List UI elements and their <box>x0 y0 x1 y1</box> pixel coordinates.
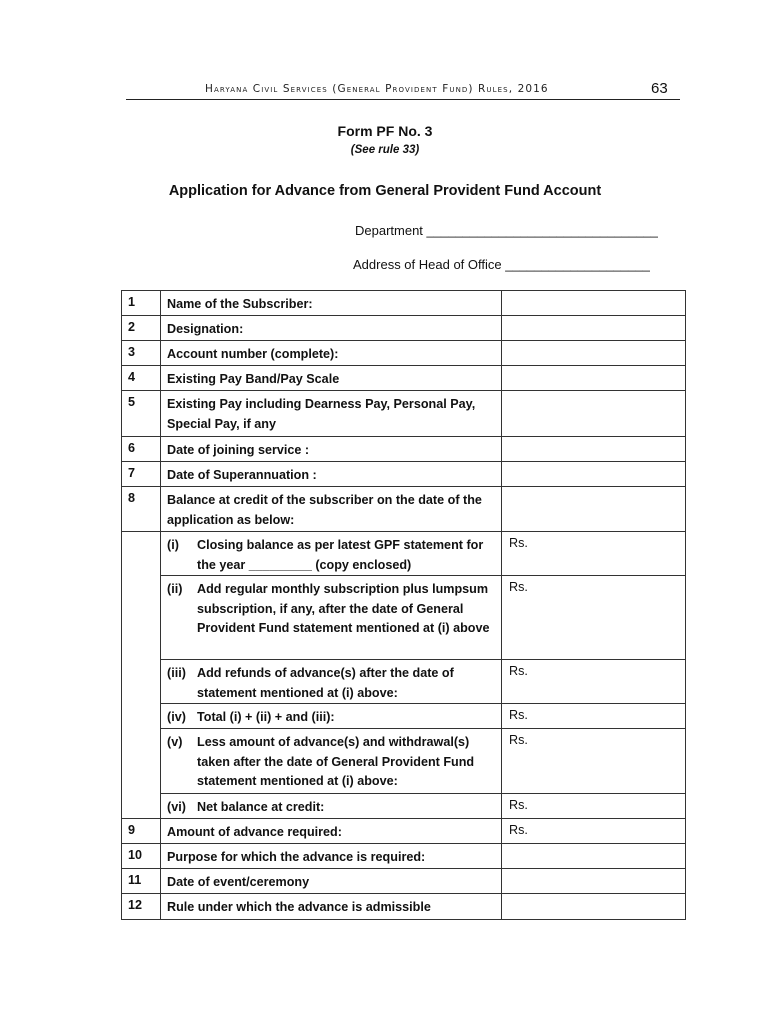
sub-row-numeral: (ii) <box>167 582 183 596</box>
sub-row <box>122 794 686 819</box>
table-row <box>122 894 686 920</box>
row-number: 9 <box>122 819 161 844</box>
advances-withdrawals-input[interactable]: Rs. <box>502 729 686 794</box>
table-row <box>122 391 686 437</box>
row-label: Name of the Subscriber: <box>161 291 502 316</box>
rule-input[interactable] <box>502 894 686 920</box>
table-row <box>122 366 686 391</box>
sub-row <box>122 729 686 794</box>
row-label: Rule under which the advance is admissible <box>161 894 502 920</box>
row-number: 11 <box>122 869 161 894</box>
sub-row <box>122 532 686 576</box>
row-number: 8 <box>122 487 161 532</box>
table-row <box>122 291 686 316</box>
row-number: 6 <box>122 437 161 462</box>
joining-date-input[interactable] <box>502 437 686 462</box>
sub-row-label: Less amount of advance(s) and withdrawal(s) taken after the date of General Provident Fund statement mentioned at (i) above: <box>197 735 475 788</box>
sub-row-numeral: (iv) <box>167 710 186 724</box>
table-row <box>122 819 686 844</box>
row-label: Date of joining service : <box>161 437 502 462</box>
table-row <box>122 462 686 487</box>
account-number-input[interactable] <box>502 341 686 366</box>
row-number: 4 <box>122 366 161 391</box>
pay-band-input[interactable] <box>502 366 686 391</box>
sub-row-label: Add regular monthly subscription plus lumpsum subscription, if any, after the date of General Provident Fund statement mentioned at (i) above <box>197 582 490 635</box>
designation-input[interactable] <box>502 316 686 341</box>
see-rule: (See rule 33) <box>350 144 420 156</box>
form-number: Form PF No. 3 <box>337 123 433 139</box>
row-label: Amount of advance required: <box>161 819 502 844</box>
sub-row-numeral: (v) <box>167 735 183 749</box>
monthly-subscription-input[interactable]: Rs. <box>502 576 686 660</box>
sub-row-numeral: (iii) <box>167 666 186 680</box>
sub-row-label: Net balance at credit: <box>197 800 325 814</box>
table-row <box>122 487 686 532</box>
net-balance-input[interactable]: Rs. <box>502 794 686 819</box>
row-label: Account number (complete): <box>161 341 502 366</box>
running-head: Haryana Civil Services (General Provident Fund) Rules, 2016 <box>205 83 549 95</box>
row-label: Date of Superannuation : <box>161 462 502 487</box>
superannuation-date-input[interactable] <box>502 462 686 487</box>
table-row <box>122 341 686 366</box>
row-label: Balance at credit of the subscriber on the date of the application as below: <box>161 487 502 532</box>
total-input[interactable]: Rs. <box>502 704 686 729</box>
row-number: 12 <box>122 894 161 920</box>
table-row <box>122 869 686 894</box>
row-number: 7 <box>122 462 161 487</box>
row-number: 2 <box>122 316 161 341</box>
advance-amount-input[interactable]: Rs. <box>502 819 686 844</box>
form-title: Application for Advance from General Provident Fund Account <box>168 183 602 199</box>
subscriber-name-input[interactable] <box>502 291 686 316</box>
table-row <box>122 316 686 341</box>
sub-row-label: Add refunds of advance(s) after the date of statement mentioned at (i) above: <box>197 666 454 700</box>
sub-row <box>122 704 686 729</box>
sub-row-label: Total (i) + (ii) + and (iii): <box>197 710 335 724</box>
row-label: Existing Pay including Dearness Pay, Personal Pay, Special Pay, if any <box>161 391 502 437</box>
sub-row <box>122 660 686 704</box>
row-label: Designation: <box>161 316 502 341</box>
row-label: Existing Pay Band/Pay Scale <box>161 366 502 391</box>
application-form-table <box>121 290 686 920</box>
table-row <box>122 437 686 462</box>
row-label: Date of event/ceremony <box>161 869 502 894</box>
row-number: 3 <box>122 341 161 366</box>
existing-pay-input[interactable] <box>502 391 686 437</box>
refunds-input[interactable]: Rs. <box>502 660 686 704</box>
row-number: 1 <box>122 291 161 316</box>
event-date-input[interactable] <box>502 869 686 894</box>
sub-row-label: Closing balance as per latest GPF statement for the year _________ (copy enclosed) <box>197 538 484 572</box>
address-head-of-office-field[interactable]: Address of Head of Office ____________________ <box>353 257 650 272</box>
sub-row-numeral: (i) <box>167 538 179 552</box>
sub-row-numeral: (vi) <box>167 800 186 814</box>
row-number: 10 <box>122 844 161 869</box>
closing-balance-input[interactable]: Rs. <box>502 532 686 576</box>
row-number: 5 <box>122 391 161 437</box>
row-label: Purpose for which the advance is required: <box>161 844 502 869</box>
purpose-input[interactable] <box>502 844 686 869</box>
table-row <box>122 844 686 869</box>
page-number: 63 <box>651 80 668 97</box>
sub-row <box>122 576 686 660</box>
department-field[interactable]: Department ________________________________ <box>355 223 658 238</box>
